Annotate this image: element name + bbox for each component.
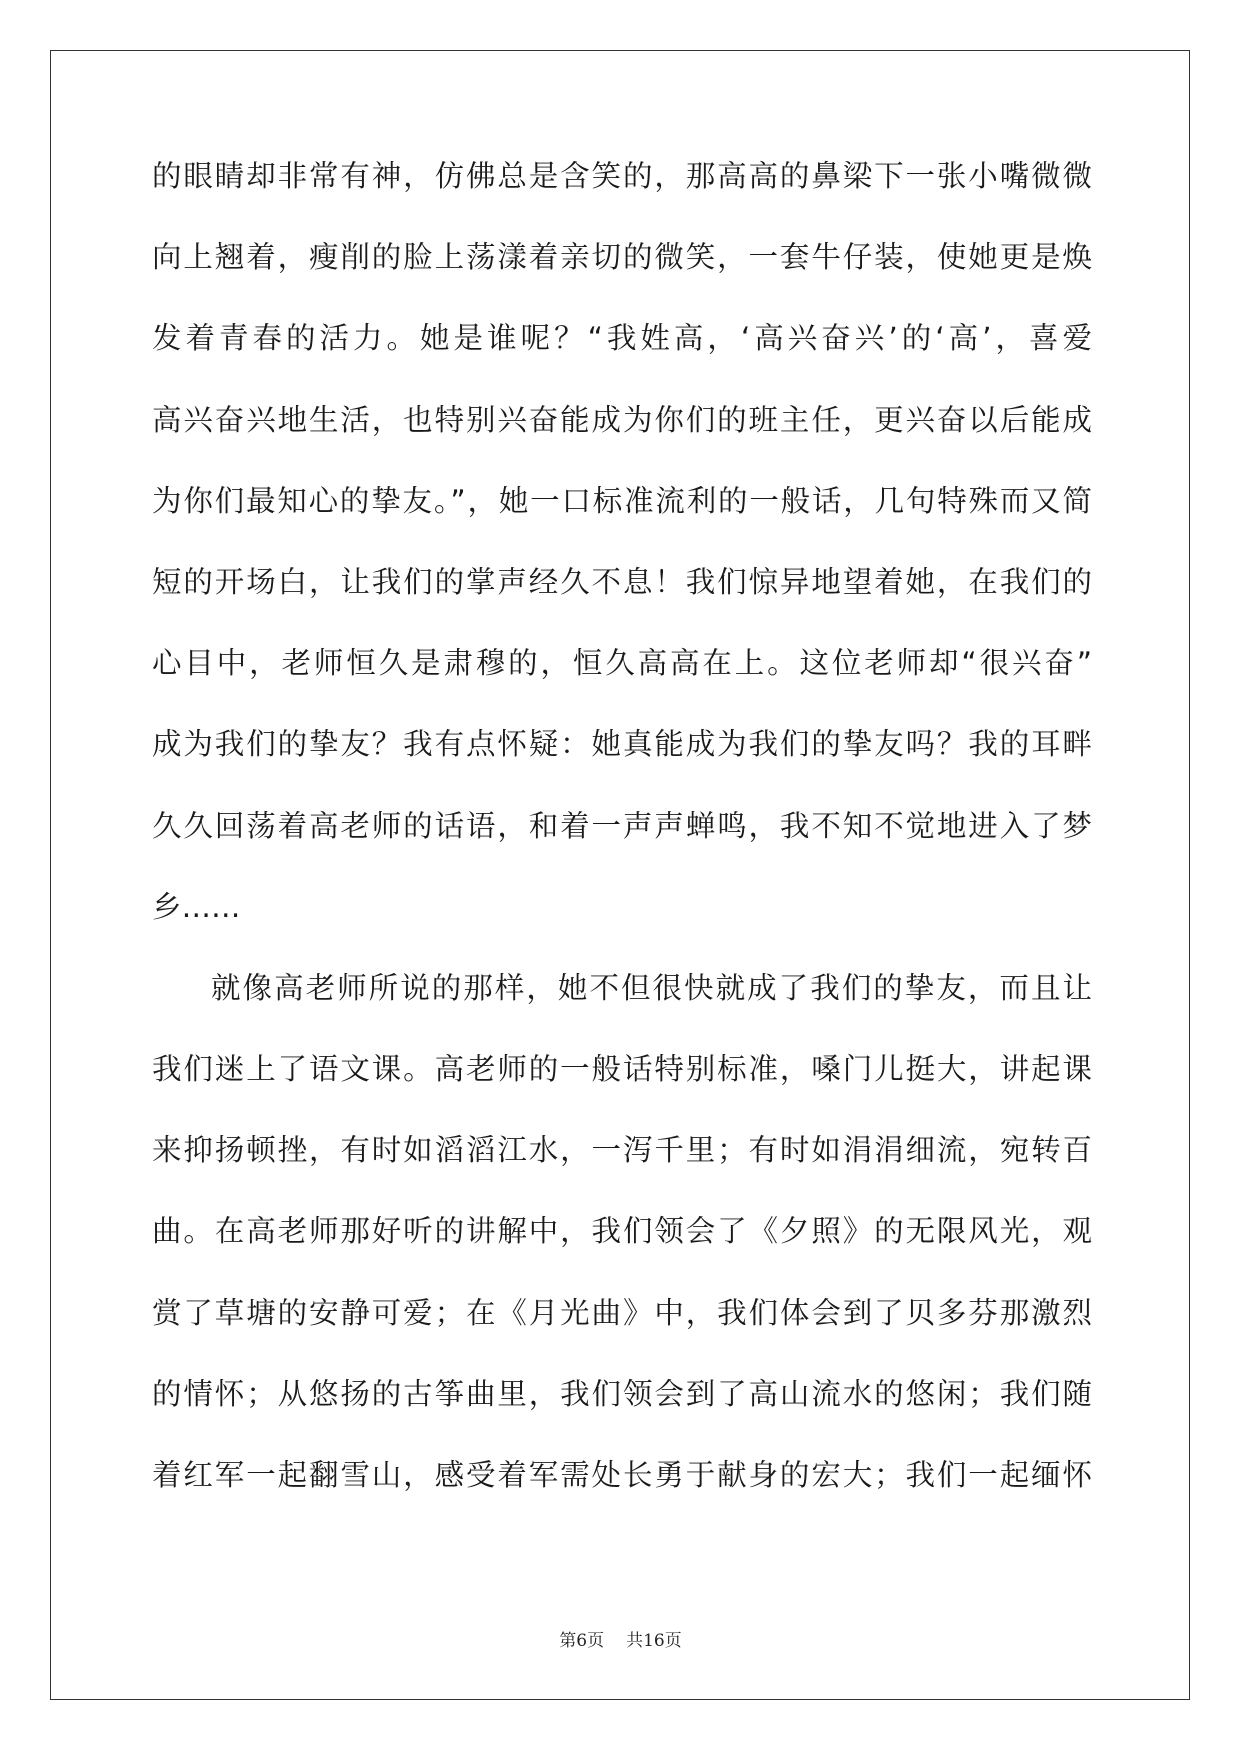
text-line: 成为我们的挚友？我有点怀疑：她真能成为我们的挚友吗？我的耳畔 — [152, 727, 1092, 762]
text-line: 来抑扬顿挫，有时如滔滔江水，一泻千里；有时如涓涓细流，宛转百 — [152, 1133, 1092, 1168]
text-line: 久久回荡着高老师的话语，和着一声声蝉鸣，我不知不觉地进入了梦 — [152, 808, 1092, 843]
page-footer — [0, 1626, 1241, 1651]
page-total: 共16页 — [626, 1631, 682, 1651]
text-line: 着红军一起翻雪山，感受着军需处长勇于献身的宏大；我们一起缅怀 — [152, 1458, 1092, 1492]
text-line-paragraph-end: 乡…… — [152, 889, 241, 924]
text-line: 的眼睛却非常有神，仿佛总是含笑的，那高高的鼻梁下一张小嘴微微 — [152, 159, 1092, 193]
text-line: 高兴奋兴地生活，也特别兴奋能成为你们的班主任，更兴奋以后能成 — [152, 402, 1092, 437]
text-line: 为你们最知心的挚友。”，她一口标准流利的一般话，几句特殊而又简 — [152, 483, 1092, 518]
text-line: 发着青春的活力。她是谁呢？“我姓高，‘高兴奋兴’的‘高’，喜爱 — [152, 321, 1092, 356]
text-line-paragraph-start: 就像高老师所说的那样，她不但很快就成了我们的挚友，而且让 — [211, 970, 1092, 1005]
text-line: 向上翘着，瘦削的脸上荡漾着亲切的微笑，一套牛仔装，使她更是焕 — [152, 240, 1092, 275]
text-line: 赏了草塘的安静可爱；在《月光曲》中，我们体会到了贝多芬那激烈 — [152, 1295, 1092, 1330]
document-body — [152, 160, 1092, 1540]
text-line: 心目中，老师恒久是肃穆的，恒久高高在上。这位老师却“很兴奋” — [152, 646, 1092, 681]
text-line: 的情怀；从悠扬的古筝曲里，我们领会到了高山流水的悠闲；我们随 — [152, 1376, 1092, 1411]
page-number: 第6页 — [559, 1631, 605, 1651]
text-line: 曲。在高老师那好听的讲解中，我们领会了《夕照》的无限风光，观 — [152, 1214, 1092, 1249]
text-line: 短的开场白，让我们的掌声经久不息！我们惊异地望着她，在我们的 — [152, 564, 1092, 599]
text-line: 我们迷上了语文课。高老师的一般话特别标准，嗓门儿挺大，讲起课 — [152, 1052, 1092, 1087]
